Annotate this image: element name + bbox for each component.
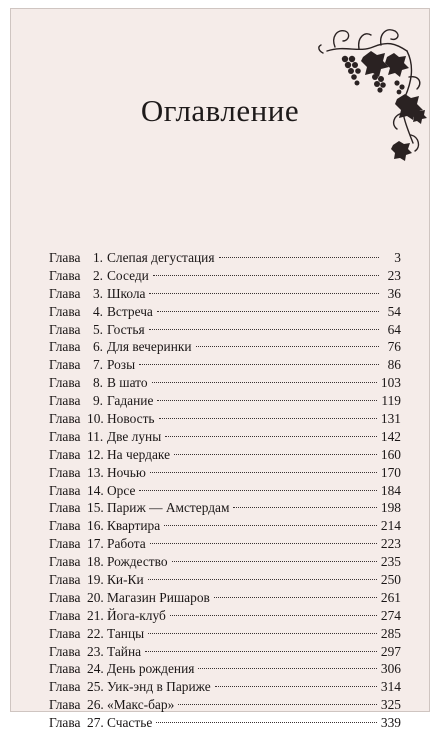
- chapter-word: Глава: [49, 482, 81, 498]
- dot-leader: [233, 507, 376, 508]
- chapter-word: Глава: [49, 339, 81, 355]
- chapter-word: Глава: [49, 554, 81, 570]
- toc-entry: [49, 678, 401, 696]
- toc-entry: [49, 499, 401, 517]
- chapter-title: Соседи: [107, 267, 149, 283]
- toc-entry: [49, 464, 401, 482]
- page-number: 235: [380, 554, 401, 570]
- chapter-word: Глава: [49, 321, 81, 337]
- chapter-number: 1.: [92, 250, 103, 265]
- page-number: 119: [381, 393, 401, 409]
- page-number: 250: [380, 572, 401, 588]
- grapevine-ornament-icon: [315, 17, 425, 167]
- chapter-title: Для вечеринки: [107, 339, 192, 355]
- dot-leader: [174, 454, 377, 455]
- chapter-word: Глава: [49, 357, 81, 373]
- chapter-number: 21.: [87, 607, 104, 623]
- chapter-title: Рождество: [107, 554, 168, 570]
- chapter-title: Счастье: [107, 715, 153, 731]
- chapter-title: Орсе: [107, 482, 136, 498]
- toc-entry: [49, 410, 401, 428]
- chapter-word: Глава: [49, 446, 81, 462]
- page-number: 142: [380, 428, 401, 444]
- toc-entry: [49, 338, 401, 356]
- chapter-title: Гостья: [107, 321, 145, 337]
- dot-leader: [139, 364, 379, 365]
- page-number: 103: [380, 375, 401, 391]
- chapter-word: Глава: [49, 428, 81, 444]
- chapter-word: Глава: [49, 715, 81, 731]
- chapter-word: Глава: [49, 303, 81, 319]
- chapter-word: Глава: [49, 464, 81, 480]
- toc-entry: [49, 446, 401, 464]
- page-number: 198: [380, 500, 401, 516]
- dot-leader: [178, 704, 377, 705]
- dot-leader: [156, 722, 377, 723]
- dot-leader: [157, 311, 379, 312]
- toc-entry: [49, 535, 401, 553]
- chapter-number: 25.: [87, 679, 104, 695]
- chapter-word: Глава: [49, 285, 81, 301]
- dot-leader: [198, 668, 376, 669]
- toc-entry: [49, 392, 401, 410]
- chapter-title: Ночью: [107, 464, 146, 480]
- page-number: 214: [380, 518, 401, 534]
- chapter-word: Глава: [49, 393, 81, 409]
- chapter-number: 3.: [92, 285, 103, 301]
- chapter-title: Тайна: [107, 643, 142, 659]
- chapter-number: 8.: [92, 375, 103, 391]
- chapter-word: Глава: [49, 643, 81, 659]
- chapter-title: Школа: [107, 285, 146, 301]
- page-number: 54: [387, 303, 401, 319]
- chapter-number: 26.: [87, 697, 104, 713]
- dot-leader: [165, 436, 377, 437]
- toc-entry: [49, 321, 401, 339]
- toc-entry: [49, 553, 401, 571]
- toc-entry: [49, 267, 401, 285]
- toc-entry: [49, 428, 401, 446]
- dot-leader: [214, 597, 377, 598]
- toc-entry: [49, 374, 401, 392]
- chapter-number: 2.: [92, 267, 103, 283]
- chapter-word: Глава: [49, 536, 81, 552]
- page-title: Оглавление: [140, 93, 300, 128]
- dot-leader: [150, 543, 377, 544]
- page-number: 3: [394, 250, 401, 265]
- chapter-word: Глава: [49, 500, 81, 516]
- chapter-word: Глава: [49, 250, 81, 265]
- dot-leader: [149, 293, 379, 294]
- chapter-title: Париж — Амстердам: [107, 500, 230, 516]
- book-page: [10, 8, 430, 731]
- toc-entry: [49, 356, 401, 374]
- page-number: 170: [380, 464, 401, 480]
- page-number: 285: [380, 625, 401, 641]
- dot-leader: [157, 400, 377, 401]
- toc-entry: [49, 696, 401, 714]
- page-number: 184: [380, 482, 401, 498]
- chapter-word: Глава: [49, 589, 81, 605]
- toc-entry: [49, 571, 401, 589]
- dot-leader: [219, 257, 379, 258]
- chapter-number: 15.: [87, 500, 104, 516]
- chapter-title: Квартира: [107, 518, 161, 534]
- dot-leader: [148, 633, 377, 634]
- dot-leader: [149, 329, 379, 330]
- chapter-number: 6.: [92, 339, 103, 355]
- table-of-contents: [49, 249, 401, 732]
- chapter-number: 9.: [92, 393, 103, 409]
- chapter-number: 18.: [87, 554, 104, 570]
- chapter-number: 23.: [87, 643, 104, 659]
- dot-leader: [170, 615, 377, 616]
- chapter-number: 22.: [87, 625, 104, 641]
- chapter-title: На чердаке: [107, 446, 171, 462]
- toc-entry: [49, 517, 401, 535]
- chapter-word: Глава: [49, 411, 81, 427]
- page-number: 23: [387, 267, 401, 283]
- page-number: 314: [380, 679, 401, 695]
- toc-entry: [49, 625, 401, 643]
- toc-entry: [49, 660, 401, 678]
- chapter-word: Глава: [49, 697, 81, 713]
- page-number: 76: [387, 339, 401, 355]
- page-number: 306: [380, 661, 401, 677]
- chapter-word: Глава: [49, 375, 81, 391]
- chapter-title: Йога-клуб: [107, 607, 166, 623]
- page-number: 160: [380, 446, 401, 462]
- chapter-title: Уик-энд в Париже: [107, 679, 211, 695]
- chapter-number: 11.: [87, 428, 104, 444]
- chapter-number: 14.: [87, 482, 104, 498]
- chapter-title: Розы: [107, 357, 136, 373]
- chapter-title: Встреча: [107, 303, 153, 319]
- chapter-word: Глава: [49, 625, 81, 641]
- page-number: 325: [380, 697, 401, 713]
- dot-leader: [145, 651, 377, 652]
- chapter-number: 12.: [87, 446, 104, 462]
- chapter-word: Глава: [49, 679, 81, 695]
- chapter-number: 19.: [87, 572, 104, 588]
- chapter-word: Глава: [49, 518, 81, 534]
- dot-leader: [152, 382, 377, 383]
- chapter-number: 5.: [92, 321, 103, 337]
- page-number: 223: [380, 536, 401, 552]
- chapter-title: Гадание: [107, 393, 154, 409]
- dot-leader: [164, 525, 377, 526]
- toc-entry: [49, 643, 401, 661]
- chapter-number: 7.: [92, 357, 103, 373]
- toc-entry: [49, 249, 401, 267]
- chapter-number: 20.: [87, 589, 104, 605]
- chapter-number: 16.: [87, 518, 104, 534]
- dot-leader: [172, 561, 377, 562]
- chapter-title: Новость: [107, 411, 155, 427]
- dot-leader: [159, 418, 377, 419]
- chapter-number: 13.: [87, 464, 104, 480]
- page-number: 274: [380, 607, 401, 623]
- toc-entry: [49, 303, 401, 321]
- chapter-number: 27.: [87, 715, 104, 731]
- toc-entry: [49, 482, 401, 500]
- dot-leader: [196, 346, 379, 347]
- chapter-title: В шато: [107, 375, 148, 391]
- chapter-number: 4.: [92, 303, 103, 319]
- chapter-title: Работа: [107, 536, 146, 552]
- toc-entry: [49, 607, 401, 625]
- chapter-title: «Макс-бар»: [107, 697, 175, 713]
- toc-entry: [49, 285, 401, 303]
- page-number: 86: [387, 357, 401, 373]
- chapter-word: Глава: [49, 661, 81, 677]
- dot-leader: [139, 490, 376, 491]
- toc-entry: [49, 714, 401, 732]
- dot-leader: [215, 686, 377, 687]
- chapter-title: Магазин Ришаров: [107, 589, 210, 605]
- dot-leader: [148, 579, 377, 580]
- chapter-title: Ки-Ки: [107, 572, 144, 588]
- chapter-word: Глава: [49, 572, 81, 588]
- chapter-number: 17.: [87, 536, 104, 552]
- page-number: 339: [380, 715, 401, 731]
- chapter-number: 24.: [87, 661, 104, 677]
- chapter-word: Глава: [49, 267, 81, 283]
- toc-entry: [49, 589, 401, 607]
- chapter-word: Глава: [49, 607, 81, 623]
- chapter-title: Две луны: [107, 428, 162, 444]
- dot-leader: [153, 275, 379, 276]
- page-number: 131: [380, 411, 401, 427]
- page-number: 36: [387, 285, 401, 301]
- chapter-title: День рождения: [107, 661, 195, 677]
- chapter-number: 10.: [87, 411, 104, 427]
- chapter-title: Слепая дегустация: [107, 250, 215, 265]
- page-number: 297: [380, 643, 401, 659]
- page-number: 261: [380, 589, 401, 605]
- dot-leader: [150, 472, 377, 473]
- chapter-title: Танцы: [107, 625, 145, 641]
- page-number: 64: [387, 321, 401, 337]
